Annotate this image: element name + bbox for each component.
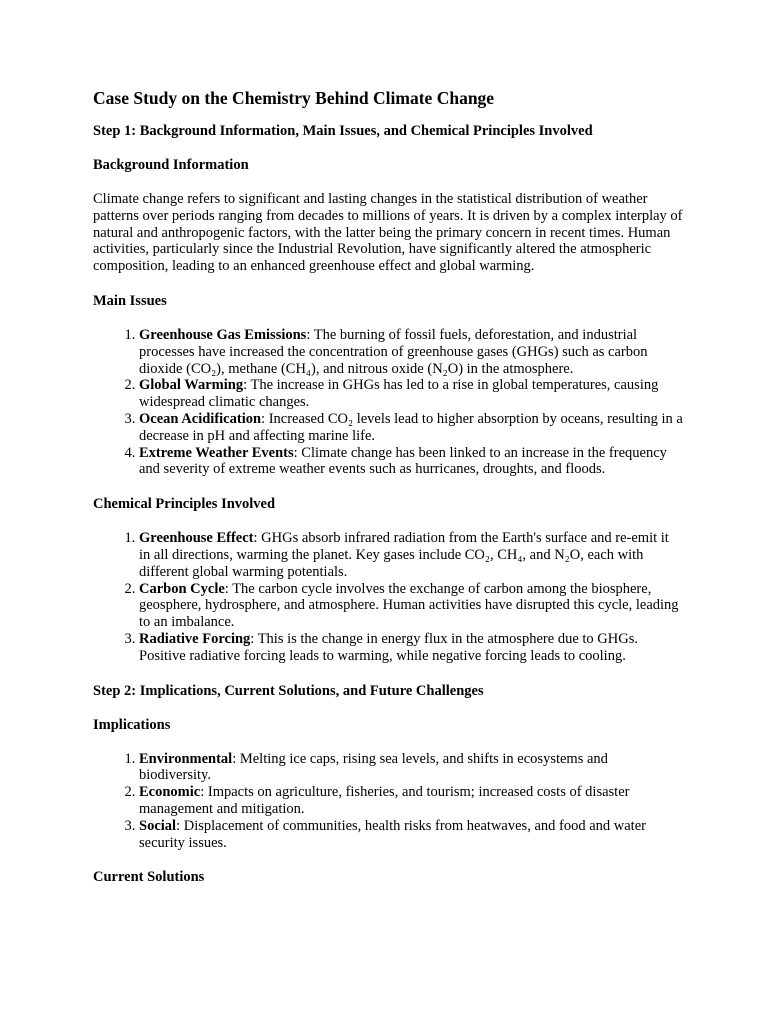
list-item-term: Global Warming (139, 377, 244, 394)
list-item (139, 327, 683, 377)
list-item-term: Carbon Cycle (139, 580, 225, 597)
chemical-principles-heading: Chemical Principles Involved (93, 496, 276, 513)
list-item-term: Economic (139, 784, 201, 801)
list-item-term: Ocean Acidification (139, 410, 262, 427)
implications-list (93, 751, 683, 852)
list-item-term: Extreme Weather Events (139, 444, 294, 461)
list-item (139, 581, 683, 631)
step-1-heading: Step 1: Background Information, Main Issues, and Chemical Principles Involved (93, 123, 593, 139)
list-item-text: : The carbon cycle involves the exchange of carbon among the biosphere, geosphere, hydrosphere, and atmosphere. Human activities have disrupted this cycle, leading to an imbalance. (139, 580, 679, 631)
chemical-principles-list (93, 530, 683, 664)
list-item-text: : GHGs absorb infrared radiation from the Earth's surface and re-emit it in all directions, warming the planet. Key gases include CO₂, CH₄, and N₂O, each with different global warming potentials. (139, 530, 669, 580)
list-item (139, 411, 683, 445)
list-item-text: : This is the change in energy flux in the atmosphere due to GHGs. Positive radiative forcing leads to warming, while negative forcing leads to cooling. (139, 630, 638, 664)
list-item (139, 784, 683, 818)
list-item-term: Greenhouse Gas Emissions (139, 326, 307, 343)
main-issues-list (93, 327, 683, 478)
list-item-text: : Melting ice caps, rising sea levels, and shifts in ecosystems and biodiversity. (139, 750, 608, 784)
step-2-heading: Step 2: Implications, Current Solutions, and Future Challenges (93, 682, 484, 699)
list-item (139, 631, 683, 665)
list-item-text: : The increase in GHGs has led to a rise in global temperatures, causing widespread climatic changes. (139, 377, 659, 411)
list-item-term: Greenhouse Effect (139, 530, 254, 547)
background-paragraph: Climate change refers to significant and lasting changes in the statistical distribution of weather patterns over periods ranging from decades to millions of years. It is driven by a complex interplay of natural and anthropogenic factors, with the latter being the primary concern in recent times. Human activities, particularly since the Industrial Revolution, have significantly altered the atmospheric composition, leading to an enhanced greenhouse effect and global warming. (93, 191, 683, 275)
list-item-term: Radiative Forcing (139, 630, 251, 647)
list-item (139, 377, 683, 411)
list-item-text: : Impacts on agriculture, fisheries, and tourism; increased costs of disaster management and mitigation. (139, 784, 630, 817)
list-item (139, 445, 683, 479)
list-item (139, 530, 683, 580)
list-item-term: Social (139, 817, 177, 834)
document-page (93, 88, 683, 903)
implications-heading: Implications (93, 716, 171, 733)
list-item-term: Environmental (139, 750, 233, 767)
document-title: Case Study on the Chemistry Behind Climate Change (93, 88, 495, 108)
background-heading: Background Information (93, 157, 249, 173)
list-item-text: : Climate change has been linked to an increase in the frequency and severity of extreme weather events such as hurricanes, droughts, and floods. (139, 444, 667, 478)
list-item-text: : The burning of fossil fuels, deforestation, and industrial processes have increased the concentration of greenhouse gases (GHGs) such as carbon dioxide (CO₂), methane (CH₄), and nitrous oxide (N₂O) in the atmosphere. (139, 326, 648, 377)
current-solutions-heading: Current Solutions (93, 869, 205, 886)
list-item (139, 818, 683, 852)
list-item (139, 751, 683, 785)
list-item-text: : Increased CO₂ levels lead to higher absorption by oceans, resulting in a decrease in pH and affecting marine life. (139, 410, 683, 444)
list-item-text: : Displacement of communities, health risks from heatwaves, and food and water security issues. (139, 817, 646, 851)
main-issues-heading: Main Issues (93, 292, 167, 309)
